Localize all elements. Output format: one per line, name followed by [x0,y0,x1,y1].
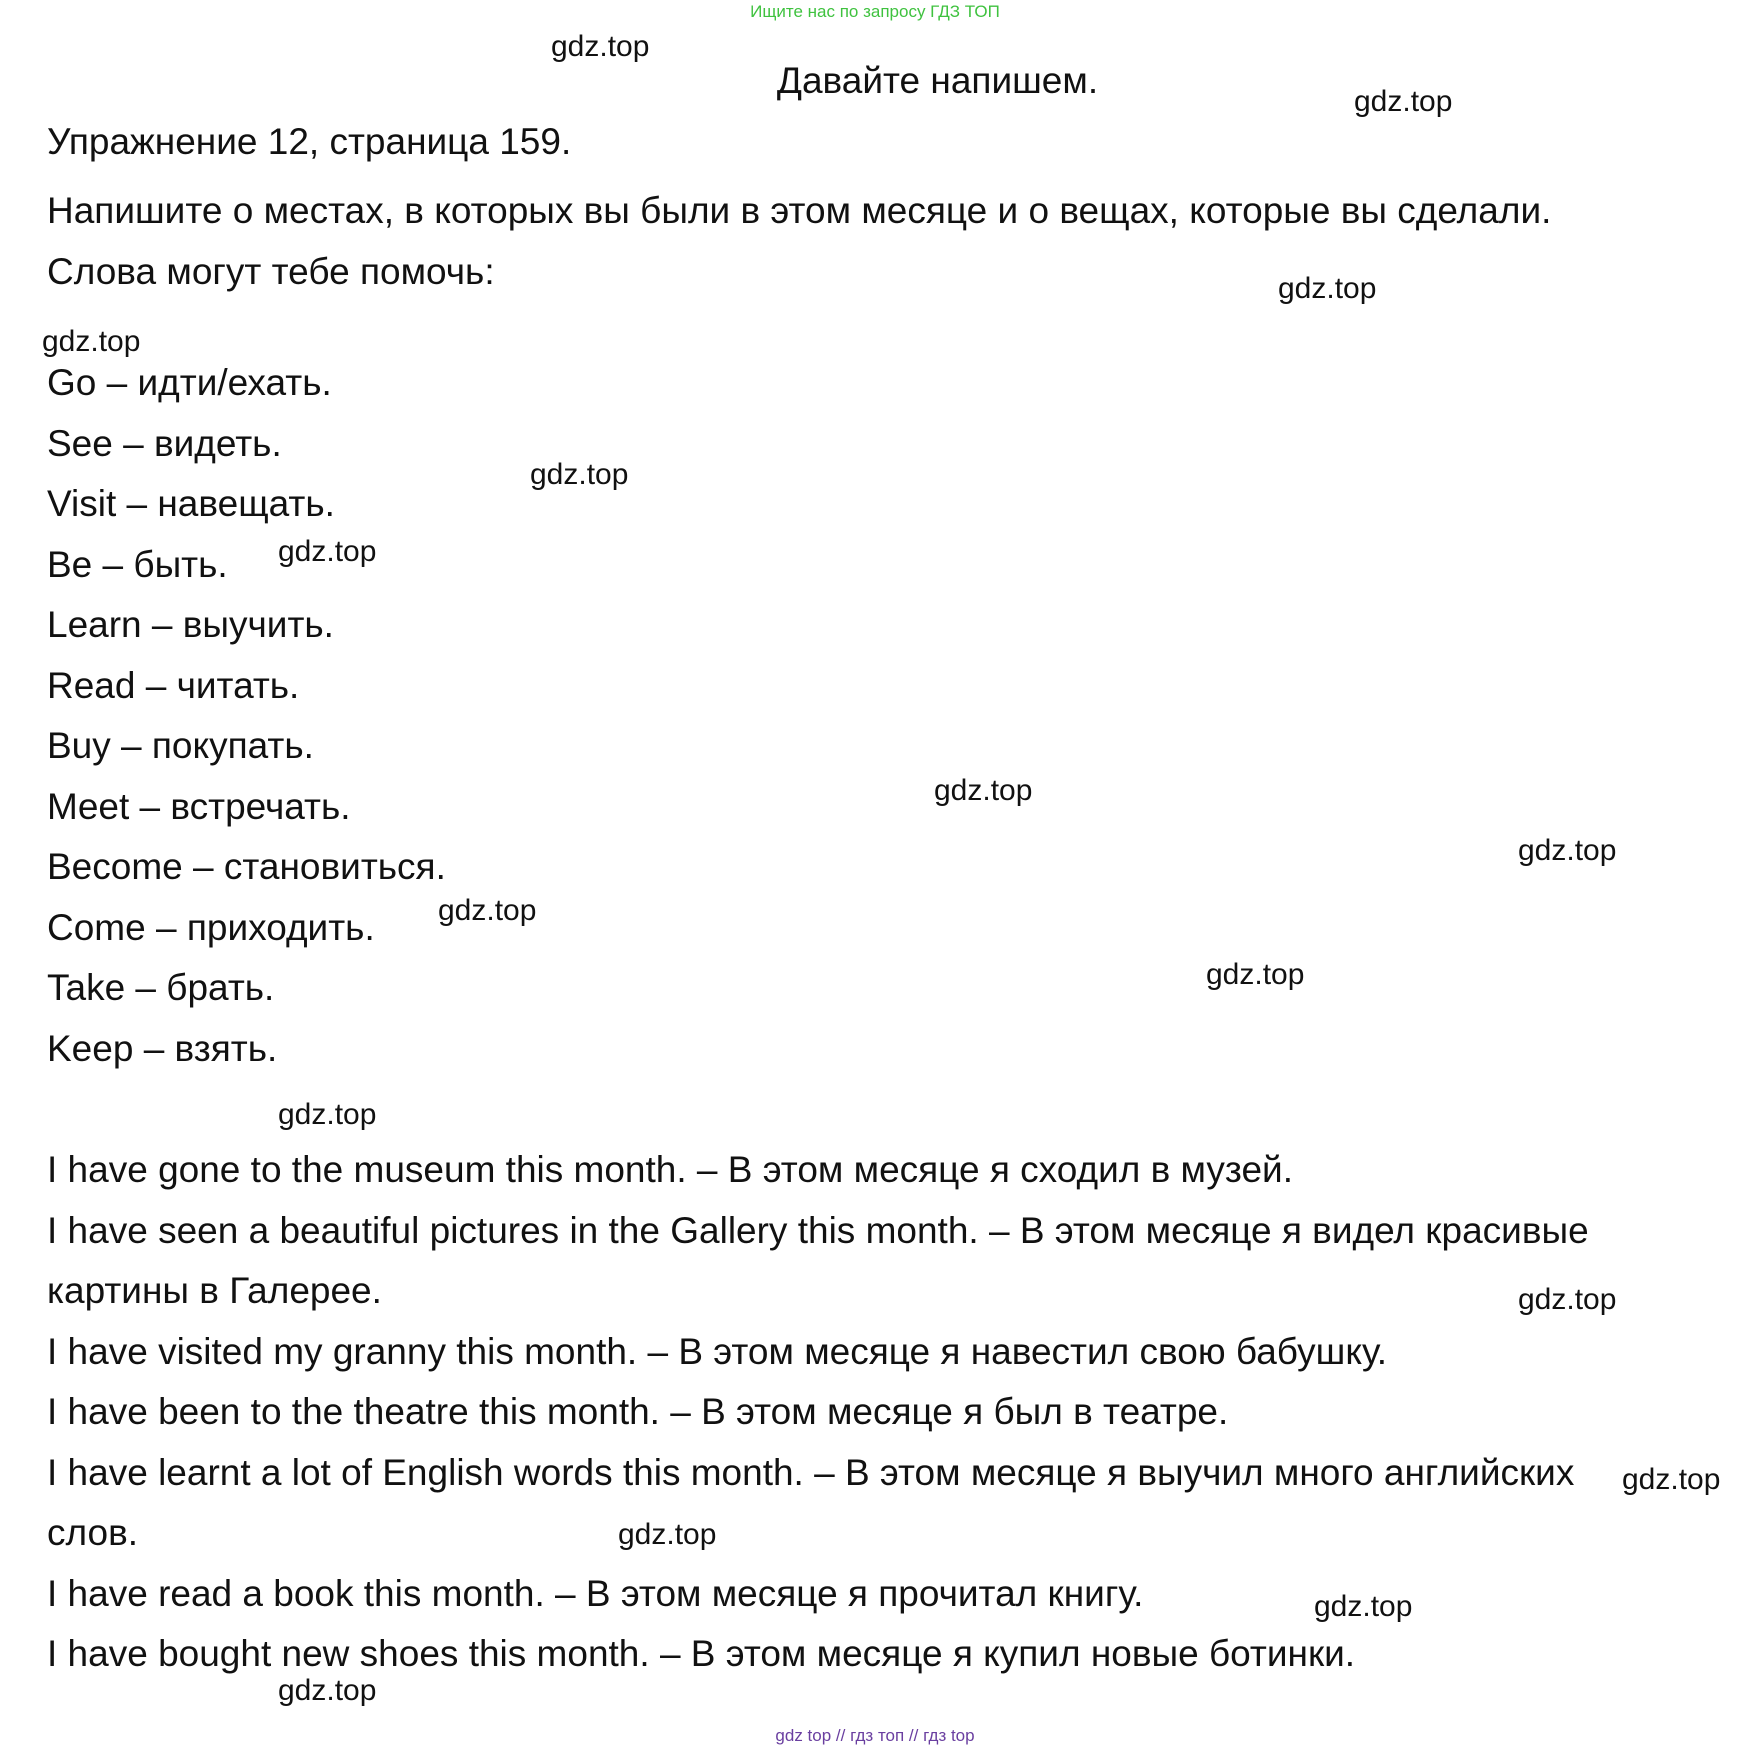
watermark: gdz.top [42,325,141,358]
vocabulary-item: Buy – покупать. [47,725,314,766]
task-text: Напишите о местах, в которых вы были в этом месяце и о вещах, которые вы сделали. Слова могут тебе помочь: [47,190,1552,292]
answer-sentence: I have bought new shoes this month. – В этом месяце я купил новые ботинки. [47,1633,1356,1674]
watermark: gdz.top [1206,958,1305,991]
watermark: gdz.top [1622,1463,1721,1496]
vocabulary-item: Keep – взять. [47,1027,278,1069]
watermark: gdz.top [1354,85,1453,118]
watermark: gdz.top [1518,1283,1617,1316]
vocabulary-item: Visit – навещать. [47,483,335,524]
exercise-heading: Упражнение 12, страница 159. [47,121,572,162]
vocabulary-item: Meet – встречать. [47,785,351,827]
answer-sentence: I have learnt a lot of English words this month. – В этом месяце я выучил много английских слов. [47,1451,1575,1553]
watermark: gdz.top [1314,1590,1413,1623]
answer-sentence: I have read a book this month. – В этом месяце я прочитал книгу. [47,1572,1144,1614]
vocabulary-item: See – видеть. [47,422,282,464]
page-title: Давайте напишем. [776,60,1099,101]
answer-sentence: I have seen a beautiful pictures in the Gallery this month. – В этом месяце я видел красивые картины в Галерее. [47,1209,1589,1311]
vocabulary-item: Learn – выучить. [47,604,334,645]
watermark: gdz.top [278,535,377,568]
watermark: gdz.top [438,894,537,927]
vocabulary-list [47,353,446,1079]
answer-sentence: I have visited my granny this month. – В этом месяце я навестил свою бабушку. [47,1330,1388,1372]
vocabulary-item: Become – становиться. [47,846,446,887]
watermark: gdz.top [934,774,1033,807]
footer-text: gdz top // гдз топ // гдз top [775,1726,975,1745]
vocabulary-item: Take – брать. [47,967,275,1008]
vocabulary-item: Read – читать. [47,664,300,706]
watermark: gdz.top [1278,272,1377,305]
vocabulary-item: Come – приходить. [47,906,375,948]
watermark: gdz.top [278,1098,377,1131]
promo-text: Ищите нас по запросу ГДЗ ТОП [750,2,1000,21]
watermark: gdz.top [1518,834,1617,867]
watermark: gdz.top [278,1674,377,1707]
vocabulary-item: Be – быть. [47,543,228,585]
watermark: gdz.top [551,30,650,63]
answer-sentence: I have been to the theatre this month. – В этом месяце я был в театре. [47,1391,1229,1432]
answer-sentence: I have gone to the museum this month. – В этом месяце я сходил в музей. [47,1149,1293,1190]
watermark: gdz.top [530,458,629,491]
vocabulary-item: Go – идти/ехать. [47,362,332,403]
watermark: gdz.top [618,1518,717,1551]
